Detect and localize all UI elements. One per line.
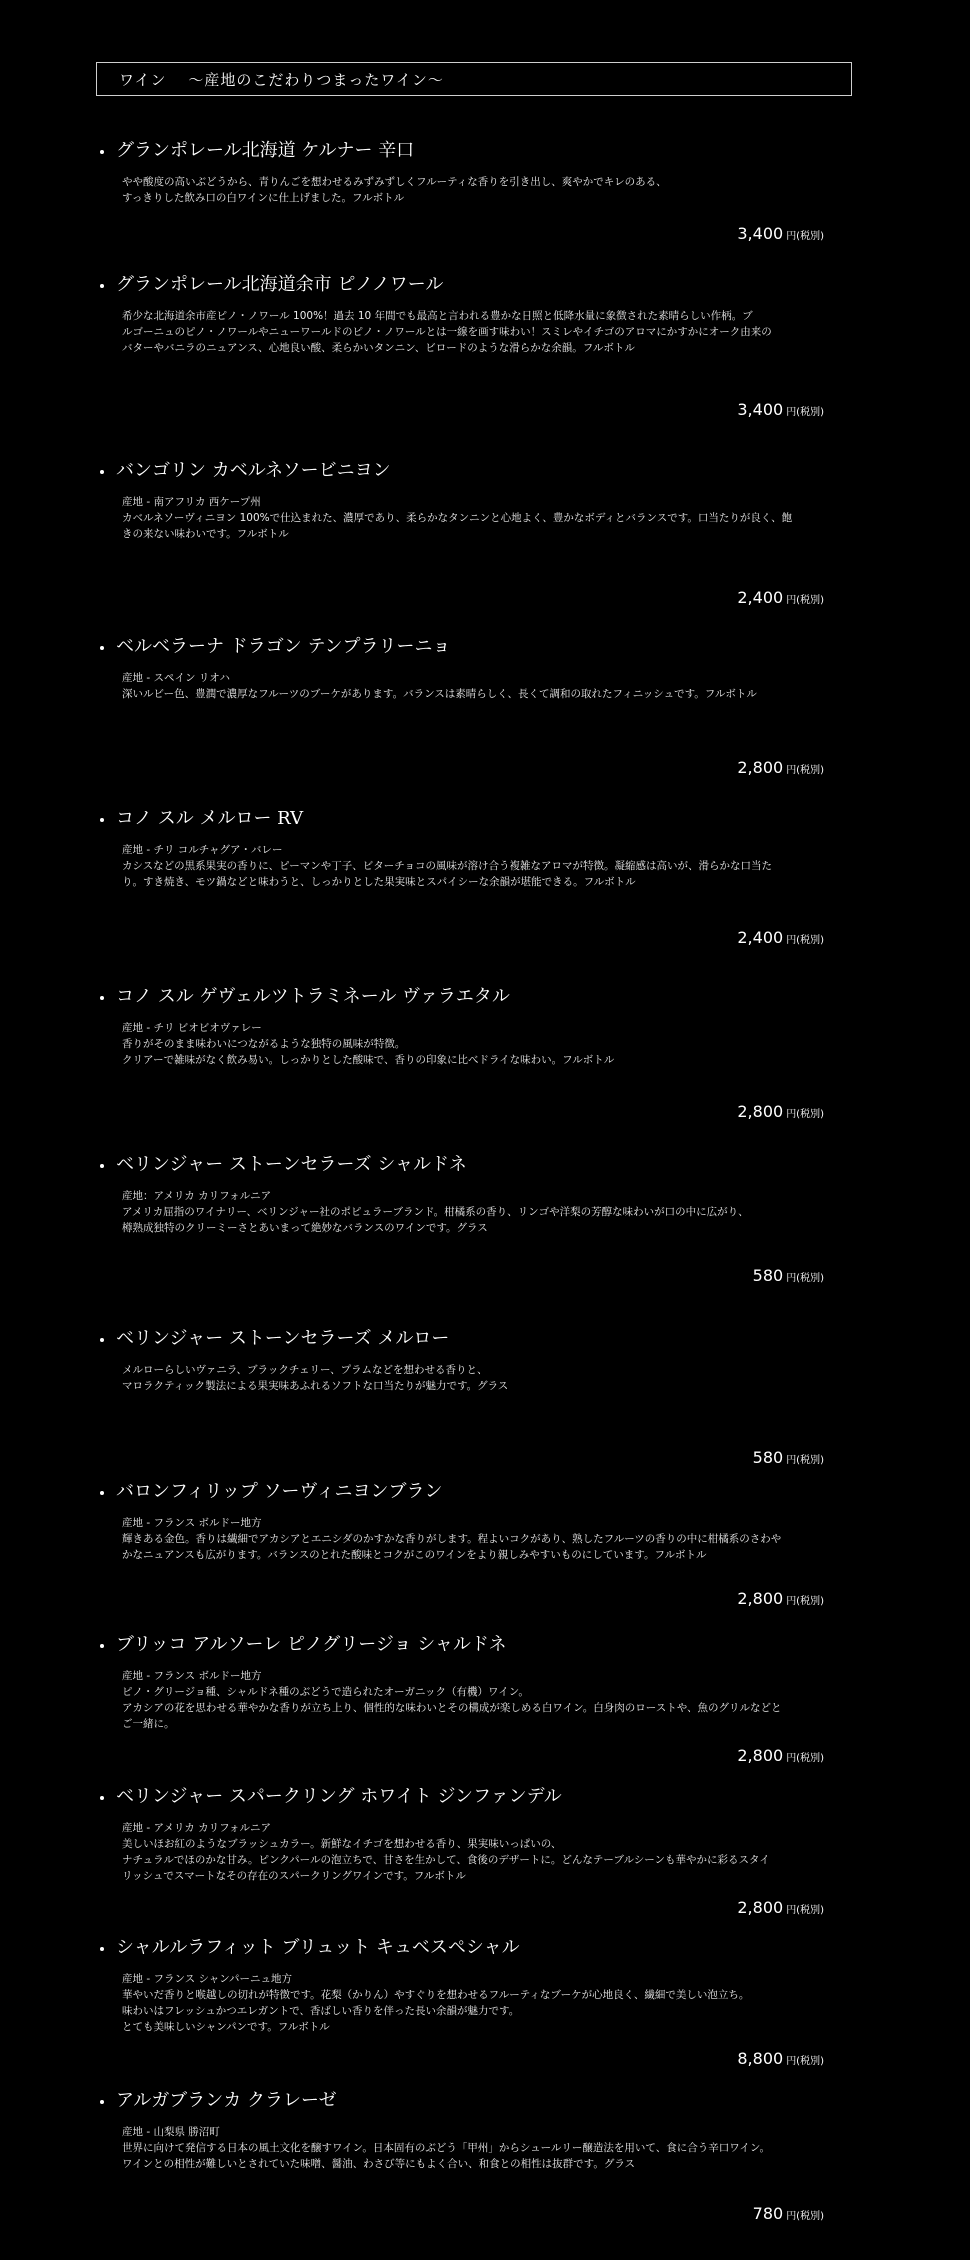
- wine-description: [122, 1188, 822, 1236]
- wine-price: [737, 1898, 824, 1917]
- description-line: り。すき焼き、モツ鍋などと味わうと、しっかりとした果実味とスパイシーな余韻が堪能できる。フルボトル: [122, 876, 636, 888]
- price-unit: 円(税別): [786, 935, 824, 946]
- description-line: 味わいはフレッシュかつエレガントで、香ばしい香りを伴った長い余韻が魅力です。: [122, 2005, 520, 2017]
- description-line: 美しいほお紅のようなブラッシュカラー。新鮮なイチゴを想わせる香り、果実味いっぱいの、: [122, 1838, 562, 1850]
- description-line: すっきりした飲み口の白ワインに仕上げました。フルボトル: [122, 192, 405, 204]
- wine-name: アルガブランカ クラレーゼ: [116, 2090, 337, 2111]
- wine-name: グランポレール北海道余市 ピノノワール: [116, 274, 444, 295]
- description-line: 産地 - アメリカ カリフォルニア: [122, 1822, 272, 1834]
- description-line: ルゴーニュのピノ・ノワールやニューワールドのピノ・ノワールとは一線を画す味わい！スミレやイチゴのアロマにかすかにオーク由来の: [122, 326, 772, 338]
- wine-description: [122, 308, 822, 356]
- description-line: 希少な北海道余市産ピノ・ノワール 100%！過去 10 年間でも最高と言われる豊かな日照と低降水量に象徴された素晴らしい作柄。ブ: [122, 310, 753, 322]
- wine-name: ベルベラーナ ドラゴン テンプラリーニョ: [116, 636, 451, 657]
- description-line: 産地 - 山梨県 勝沼町: [122, 2126, 220, 2138]
- description-line: 産地 - フランス シャンパーニュ地方: [122, 1973, 293, 1985]
- price-unit: 円(税別): [786, 2211, 824, 2222]
- description-line: アカシアの花を思わせる華やかな香りが立ち上り、個性的な味わいとその構成が楽しめる白ワイン。白身肉のローストや、魚のグリルなどと: [122, 1702, 782, 1714]
- wine-description: [122, 1362, 822, 1394]
- wine-name: バロンフィリップ ソーヴィニヨンブラン: [116, 1481, 443, 1502]
- description-line: きの来ない味わいです。フルボトル: [122, 528, 289, 540]
- description-line: ご一緒に。: [122, 1718, 175, 1730]
- wine-price: [737, 2049, 824, 2068]
- bullet-icon: [100, 284, 104, 288]
- menu-header: [96, 62, 852, 96]
- bullet-icon: [100, 1796, 104, 1800]
- description-line: ワインとの相性が難しいとされていた味噌、醤油、わさび等にもよく合い、和食との相性は抜群です。グラス: [122, 2158, 636, 2170]
- description-line: とても美味しいシャンパンです。フルボトル: [122, 2021, 330, 2033]
- price-unit: 円(税別): [786, 595, 824, 606]
- wine-name: ブリッコ アルソーレ ピノグリージョ シャルドネ: [116, 1634, 507, 1655]
- wine-price: [737, 1102, 824, 1121]
- price-value: 580: [752, 1266, 784, 1285]
- price-unit: 円(税別): [786, 1596, 824, 1607]
- description-line: カシスなどの黒系果実の香りに、ピーマンや丁子、ビターチョコの風味が溶け合う複雑なアロマが特徴。凝縮感は高いが、滑らかな口当た: [122, 860, 772, 872]
- bullet-icon: [100, 1164, 104, 1168]
- wine-price: [753, 2204, 824, 2223]
- description-line: 産地 - チリ ビオビオヴァレー: [122, 1022, 262, 1034]
- wine-description: [122, 494, 822, 542]
- bullet-icon: [100, 996, 104, 1000]
- price-unit: 円(税別): [786, 1905, 824, 1916]
- wine-name: コノ スル メルロー RV: [116, 808, 304, 829]
- wine-price: [753, 1266, 824, 1285]
- description-line: 産地 - チリ コルチャグア・バレー: [122, 844, 283, 856]
- wine-price: [737, 224, 824, 243]
- wine-description: [122, 1820, 822, 1884]
- price-unit: 円(税別): [786, 1273, 824, 1284]
- menu-header-title: ワイン ～産地のこだわりつまったワイン～: [119, 71, 444, 89]
- price-value: 2,800: [737, 1589, 784, 1608]
- wine-description: [122, 2124, 822, 2172]
- description-line: 産地 - フランス ボルドー地方: [122, 1670, 262, 1682]
- description-line: ピノ・グリージョ種、シャルドネ種のぶどうで造られたオーガニック（有機）ワイン。: [122, 1686, 529, 1698]
- description-line: やや酸度の高いぶどうから、青りんごを想わせるみずみずしくフルーティな香りを引き出し、爽やかでキレのある、: [122, 176, 667, 188]
- price-value: 2,400: [737, 928, 784, 947]
- price-unit: 円(税別): [786, 1753, 824, 1764]
- wine-name: ベリンジャー ストーンセラーズ シャルドネ: [116, 1154, 467, 1175]
- price-value: 580: [752, 1448, 784, 1467]
- wine-description: [122, 842, 822, 890]
- description-line: 産地 - 南アフリカ 西ケープ州: [122, 496, 261, 508]
- description-line: 輝きある金色。香りは繊細でアカシアとエニシダのかすかな香りがします。程よいコクがあり、熟したフルーツの香りの中に柑橘系のさわや: [122, 1533, 782, 1545]
- price-value: 3,400: [737, 224, 784, 243]
- wine-name: シャルルラフィット ブリュット キュベスペシャル: [116, 1937, 520, 1958]
- price-value: 2,800: [737, 1898, 784, 1917]
- description-line: 産地 - スペイン リオハ: [122, 672, 230, 684]
- description-line: カベルネソーヴィニヨン 100%で仕込まれた、濃厚であり、柔らかなタンニンと心地よく、豊かなボディとバランスです。口当たりが良く、飽: [122, 512, 793, 524]
- description-line: ナチュラルでほのかな甘み。ピンクパールの泡立ちで、甘さを生かして、食後のデザートに。どんなテーブルシーンも華やかに彩るスタイ: [122, 1854, 770, 1866]
- description-line: 産地 - フランス ボルドー地方: [122, 1517, 262, 1529]
- description-line: 世界に向けて発信する日本の風土文化を醸すワイン。日本固有のぶどう「甲州」からシュールリー醸造法を用いて、食に合う辛口ワイン。: [122, 2142, 771, 2154]
- price-value: 8,800: [737, 2049, 784, 2068]
- price-value: 3,400: [737, 400, 784, 419]
- description-line: 香りがそのまま味わいにつながるような独特の風味が特徴。: [122, 1038, 406, 1050]
- bullet-icon: [100, 1338, 104, 1342]
- price-unit: 円(税別): [786, 2056, 824, 2067]
- price-value: 780: [752, 2204, 784, 2223]
- wine-description: [122, 670, 822, 702]
- wine-description: [122, 1020, 822, 1068]
- price-unit: 円(税別): [786, 407, 824, 418]
- wine-price: [737, 400, 824, 419]
- wine-name: ベリンジャー ストーンセラーズ メルロー: [116, 1328, 450, 1349]
- description-line: 深いルビー色、豊潤で濃厚なフルーツのブーケがあります。バランスは素晴らしく、長くて調和の取れたフィニッシュです。フルボトル: [122, 688, 757, 700]
- price-unit: 円(税別): [786, 765, 824, 776]
- description-line: リッシュでスマートなその存在のスパークリングワインです。フルボトル: [122, 1870, 466, 1882]
- bullet-icon: [100, 2100, 104, 2104]
- bullet-icon: [100, 470, 104, 474]
- bullet-icon: [100, 1947, 104, 1951]
- wine-price: [753, 1448, 824, 1467]
- bullet-icon: [100, 1644, 104, 1648]
- wine-name: バンゴリン カベルネソービニヨン: [116, 460, 391, 481]
- wine-name: ベリンジャー スパークリング ホワイト ジンファンデル: [116, 1786, 562, 1807]
- wine-price: [737, 1589, 824, 1608]
- wine-name: コノ スル ゲヴェルツトラミネール ヴァラエタル: [116, 986, 510, 1007]
- description-line: 樽熟成独特のクリーミーさとあいまって絶妙なバランスのワインです。グラス: [122, 1222, 488, 1234]
- description-line: クリアーで雑味がなく飲み易い。しっかりとした酸味で、香りの印象に比べドライな味わい。フルボトル: [122, 1054, 615, 1066]
- description-line: 華やいだ香りと喉越しの切れが特徴です。花梨（かりん）やすぐりを想わせるフルーティなブーケが心地良く、繊細で美しい泡立ち。: [122, 1989, 750, 2001]
- wine-description: [122, 1515, 822, 1563]
- bullet-icon: [100, 1491, 104, 1495]
- description-line: アメリカ屈指のワイナリー、ベリンジャー社のポピュラーブランド。柑橘系の香り、リンゴや洋梨の芳醇な味わいが口の中に広がり、: [122, 1206, 749, 1218]
- bullet-icon: [100, 150, 104, 154]
- wine-name: グランポレール北海道 ケルナー 辛口: [116, 140, 415, 161]
- bullet-icon: [100, 646, 104, 650]
- bullet-icon: [100, 818, 104, 822]
- price-value: 2,800: [737, 1102, 784, 1121]
- price-value: 2,800: [737, 1746, 784, 1765]
- wine-description: [122, 174, 822, 206]
- price-value: 2,400: [737, 588, 784, 607]
- wine-price: [737, 588, 824, 607]
- wine-price: [737, 1746, 824, 1765]
- description-line: かなニュアンスも広がります。バランスのとれた酸味とコクがこのワインをより親しみやすいものにしています。フルボトル: [122, 1549, 707, 1561]
- description-line: メルローらしいヴァニラ、ブラックチェリー、プラムなどを想わせる香りと、: [122, 1364, 488, 1376]
- price-unit: 円(税別): [786, 231, 824, 242]
- price-unit: 円(税別): [786, 1109, 824, 1120]
- wine-price: [737, 928, 824, 947]
- description-line: バターやバニラのニュアンス、心地良い酸、柔らかいタンニン、ビロードのような滑らかな余韻。フルボトル: [122, 342, 635, 354]
- description-line: マロラクティック製法による果実味あふれるソフトな口当たりが魅力です。グラス: [122, 1380, 509, 1392]
- wine-description: [122, 1668, 822, 1732]
- wine-description: [122, 1971, 822, 2035]
- price-unit: 円(税別): [786, 1455, 824, 1466]
- price-value: 2,800: [737, 758, 784, 777]
- wine-price: [737, 758, 824, 777]
- description-line: 産地：アメリカ カリフォルニア: [122, 1190, 272, 1202]
